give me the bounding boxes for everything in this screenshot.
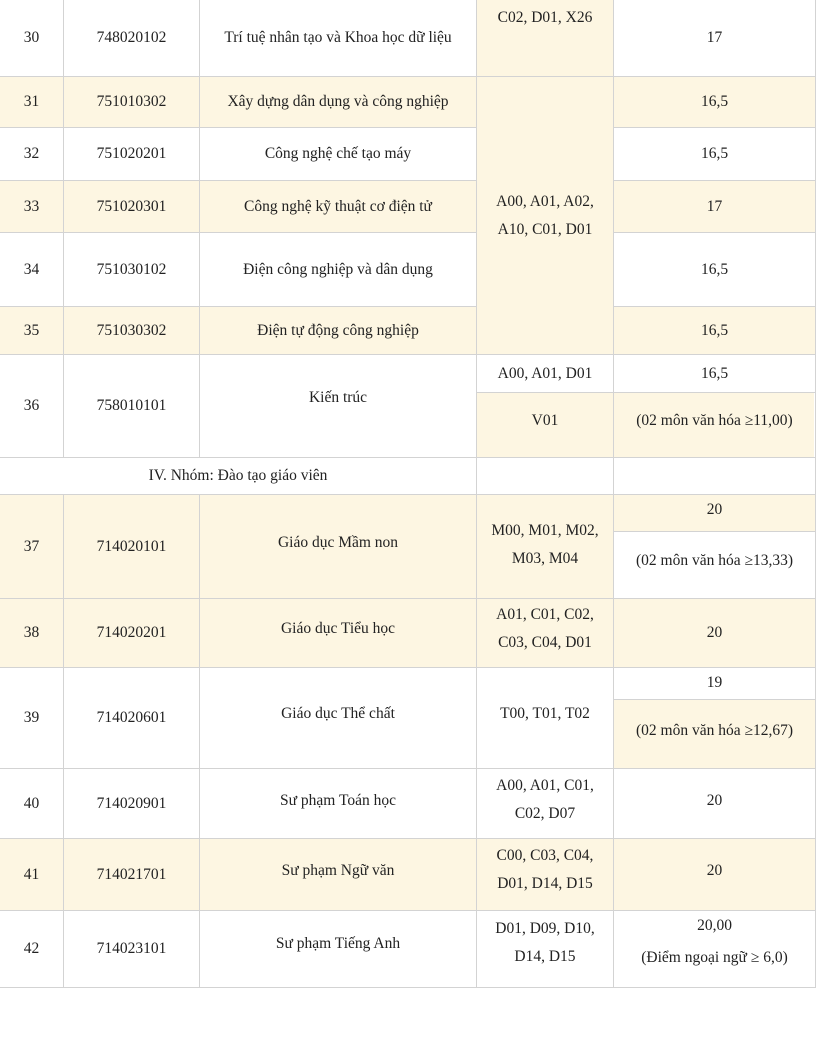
subject-combinations: A00, A01, A02, A10, C01, D01 [496, 192, 594, 238]
row-number: 32 [23, 145, 40, 162]
admission-score: 20 [706, 792, 723, 809]
subject-combinations: T00, T01, T02 [500, 705, 590, 722]
row-number: 33 [23, 197, 40, 215]
major-name: Xây dựng dân dụng và công nghiệp [227, 93, 449, 110]
major-code: 714020201 [96, 624, 167, 641]
admission-score: 20 [706, 862, 723, 879]
major-name: Điện công nghiệp và dân dụng [243, 260, 433, 278]
major-code: 751010302 [96, 93, 167, 110]
subject-combinations: D01, D09, D10, D14, D15 [495, 920, 595, 965]
admission-score: 20,00 [697, 917, 732, 934]
admission-score: 16,5 [700, 364, 729, 382]
major-code: 751020301 [96, 197, 167, 215]
major-code: 751030302 [96, 321, 167, 339]
row-number: 40 [23, 794, 40, 812]
major-code: 751030102 [96, 260, 167, 278]
row-number: 36 [23, 397, 40, 414]
major-name: Công nghệ kỹ thuật cơ điện tử [244, 197, 432, 215]
row-number: 38 [23, 624, 40, 641]
admission-score: 16,5 [700, 93, 729, 110]
admission-score: 20 [706, 501, 723, 518]
row-number: 37 [23, 537, 40, 555]
subject-combinations: A00, A01, C01, C02, D07 [496, 777, 594, 822]
major-code: 714020101 [96, 537, 167, 555]
major-code: 714021701 [96, 865, 167, 883]
major-name: Giáo dục Mầm non [277, 534, 399, 551]
major-name: Giáo dục Tiểu học [280, 620, 396, 637]
admission-score: 17 [706, 197, 723, 215]
major-name: Sư phạm Ngữ văn [281, 862, 395, 879]
admission-score-note: (02 môn văn hóa ≥11,00) [636, 412, 793, 429]
admission-score: 17 [706, 29, 723, 46]
subject-combinations: C00, C03, C04, D01, D14, D15 [496, 847, 594, 892]
admission-score: 16,5 [700, 260, 729, 278]
admission-score-note: (Điểm ngoại ngữ ≥ 6,0) [641, 949, 788, 966]
admission-score-note: (02 môn văn hóa ≥12,67) [635, 722, 794, 739]
subject-combinations: A01, C01, C02, C03, C04, D01 [496, 606, 594, 651]
row-number: 39 [23, 709, 40, 726]
section-header: IV. Nhóm: Đào tạo giáo viên [148, 467, 328, 484]
major-name: Công nghệ chế tạo máy [264, 145, 412, 162]
major-name: Kiến trúc [308, 389, 368, 406]
major-name: Trí tuệ nhân tạo và Khoa học dữ liệu [224, 29, 452, 46]
row-number: 42 [23, 940, 40, 957]
admission-score: 16,5 [700, 321, 729, 339]
major-code: 714023101 [96, 940, 167, 957]
major-name: Sư phạm Tiếng Anh [275, 935, 401, 952]
major-code: 714020601 [96, 709, 167, 726]
row-number: 34 [23, 260, 40, 278]
subject-combinations: M00, M01, M02, M03, M04 [491, 522, 599, 567]
row-number: 41 [23, 865, 40, 883]
subject-combinations: A00, A01, D01 [497, 364, 593, 382]
row-number: 35 [23, 321, 40, 339]
major-code: 714020901 [96, 794, 167, 812]
major-name: Điện tự động công nghiệp [257, 321, 419, 339]
admission-score: 19 [706, 674, 723, 691]
row-number: 31 [23, 93, 40, 110]
subject-combinations: V01 [531, 412, 559, 429]
major-name: Giáo dục Thể chất [281, 705, 395, 722]
admission-score: 16,5 [700, 145, 729, 162]
admission-score: 20 [706, 624, 723, 641]
admission-score-note: (02 môn văn hóa ≥13,33) [635, 552, 794, 569]
major-code: 758010101 [96, 397, 167, 414]
subject-combinations: C02, D01, X26 [497, 9, 593, 26]
major-code: 751020201 [96, 145, 167, 162]
grid-line [0, 987, 816, 988]
major-code: 748020102 [96, 29, 167, 46]
row-number: 30 [23, 29, 40, 46]
major-name: Sư phạm Toán học [280, 792, 396, 809]
